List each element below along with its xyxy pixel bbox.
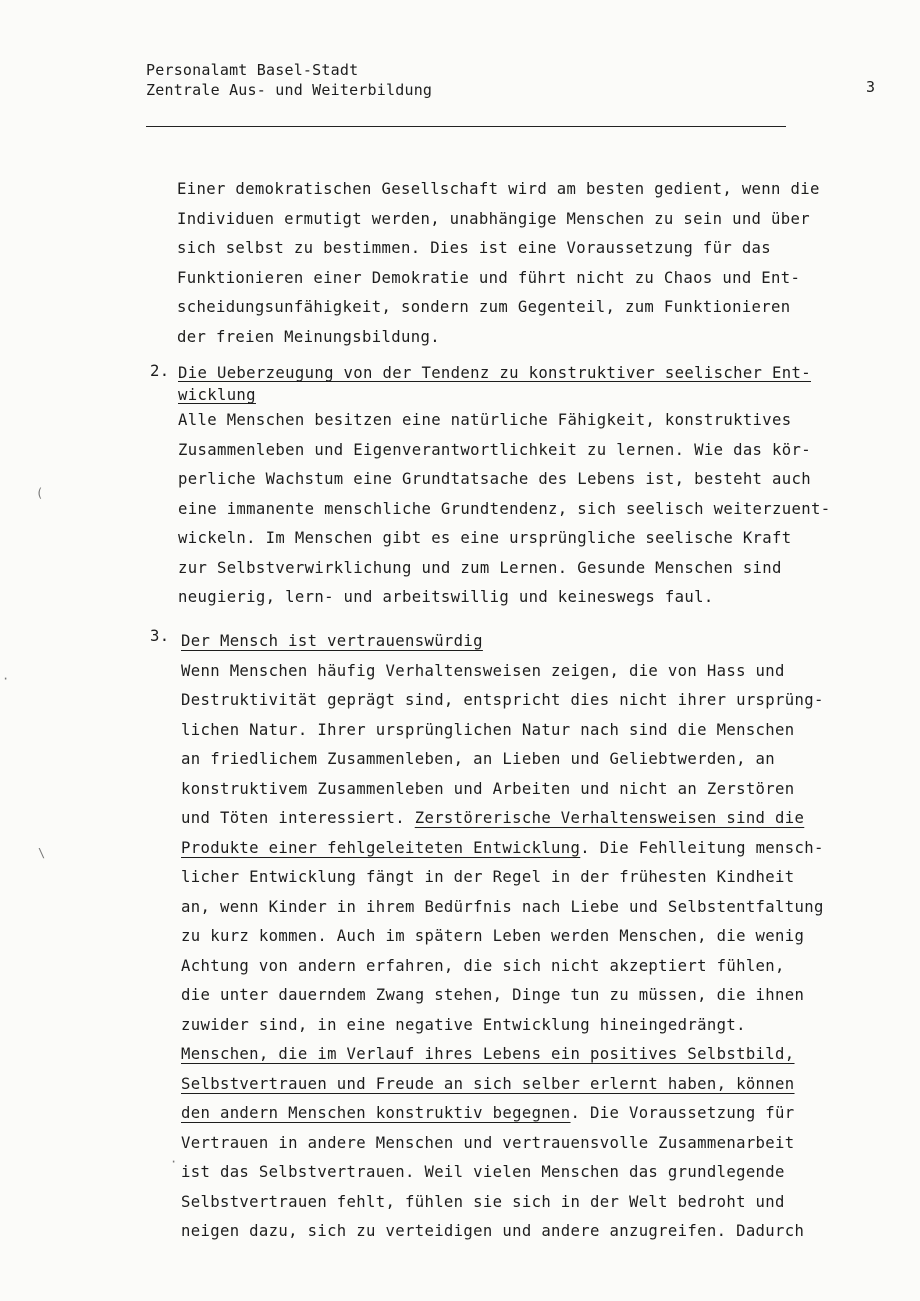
text-line: Selbstvertrauen fehlt, fühlen sie sich in der Welt bedroht und bbox=[181, 1192, 785, 1211]
text-line: wickeln. Im Menschen gibt es eine ursprüngliche seelische Kraft bbox=[178, 529, 792, 547]
list-item-body bbox=[178, 362, 830, 613]
text-line: Achtung von andern erfahren, die sich nicht akzeptiert fühlen, bbox=[181, 956, 785, 975]
text-segment: und Töten interessiert. bbox=[181, 809, 415, 827]
text-line: lichen Natur. Ihrer ursprünglichen Natur nach sind die Menschen bbox=[181, 720, 795, 739]
text-line: ist das Selbstvertrauen. Weil vielen Menschen das grundlegende bbox=[181, 1163, 785, 1181]
list-item-body bbox=[181, 627, 824, 1247]
list-item-heading bbox=[178, 362, 830, 406]
text-line: zuwider sind, in eine negative Entwicklung hineingedrängt. bbox=[181, 1015, 746, 1034]
text-line: die unter dauerndem Zwang stehen, Dinge tun zu müssen, die ihnen bbox=[181, 986, 805, 1004]
intro-paragraph bbox=[177, 175, 820, 352]
text-line bbox=[181, 1099, 824, 1129]
text-line: Funktionieren einer Demokratie und führt nicht zu Chaos und Ent- bbox=[177, 268, 801, 287]
list-number: 3. bbox=[150, 627, 170, 645]
margin-mark: ( bbox=[36, 486, 44, 500]
text-line: Wenn Menschen häufig Verhaltensweisen zeigen, die von Hass und bbox=[181, 661, 785, 680]
header-divider bbox=[146, 126, 786, 127]
underlined-text: Selbstvertrauen und Freude an sich selber erlernt haben, können bbox=[181, 1074, 795, 1093]
header-department: Zentrale Aus- und Weiterbildung bbox=[146, 81, 433, 99]
text-line: Einer demokratischen Gesellschaft wird am besten gedient, wenn die bbox=[177, 180, 820, 198]
underlined-text: Produkte einer fehlgeleiteten Entwicklung bbox=[181, 838, 581, 857]
text-line bbox=[181, 804, 824, 834]
header-organization: Personalamt Basel-Stadt bbox=[146, 61, 359, 79]
text-line bbox=[181, 834, 824, 864]
text-line: sich selbst zu bestimmen. Dies ist eine Voraussetzung für das bbox=[177, 239, 772, 257]
text-line: an friedlichem Zusammenleben, an Lieben und Geliebtwerden, an bbox=[181, 750, 776, 768]
text-line: zur Selbstverwirklichung und zum Lernen. Gesunde Menschen sind bbox=[178, 558, 782, 577]
text-line: neugierig, lern- und arbeitswillig und keineswegs faul. bbox=[178, 588, 714, 606]
margin-mark: \ bbox=[38, 846, 46, 860]
text-line: perliche Wachstum eine Grundtatsache des Lebens ist, besteht auch bbox=[178, 470, 811, 488]
list-item-heading: Der Mensch ist vertrauenswürdig bbox=[181, 632, 483, 650]
text-line: neigen dazu, sich zu verteidigen und andere anzugreifen. Dadurch bbox=[181, 1222, 805, 1240]
letterhead bbox=[146, 60, 432, 100]
page-number: 3 bbox=[866, 78, 876, 96]
margin-mark: · bbox=[170, 1155, 178, 1169]
text-segment: . Die Voraussetzung für bbox=[570, 1104, 795, 1122]
text-line: Zusammenleben und Eigenverantwortlichkeit zu lernen. Wie das kör- bbox=[178, 440, 811, 459]
text-line: Destruktivität geprägt sind, entspricht dies nicht ihrer ursprüng- bbox=[181, 691, 824, 709]
text-line: Individuen ermutigt werden, unabhängige Menschen zu sein und über bbox=[177, 209, 810, 228]
heading-line: Die Ueberzeugung von der Tendenz zu konstruktiver seelischer Ent- bbox=[178, 364, 811, 382]
text-line: eine immanente menschliche Grundtendenz, sich seelisch weiterzuent- bbox=[178, 499, 831, 518]
text-line: licher Entwicklung fängt in der Regel in der frühesten Kindheit bbox=[181, 868, 795, 886]
text-line: Vertrauen in andere Menschen und vertrauensvolle Zusammenarbeit bbox=[181, 1133, 795, 1152]
heading-line: wicklung bbox=[178, 386, 256, 404]
text-line: Alle Menschen besitzen eine natürliche Fähigkeit, konstruktives bbox=[178, 411, 792, 429]
underlined-text: den andern Menschen konstruktiv begegnen bbox=[181, 1104, 571, 1122]
text-line: an, wenn Kinder in ihrem Bedürfnis nach Liebe und Selbstentfaltung bbox=[181, 897, 824, 916]
underlined-text: Menschen, die im Verlauf ihres Lebens ein positives Selbstbild, bbox=[181, 1045, 795, 1063]
margin-mark: · bbox=[2, 672, 10, 686]
text-segment: . Die Fehlleitung mensch- bbox=[580, 838, 824, 857]
text-line: der freien Meinungsbildung. bbox=[177, 327, 440, 346]
text-line: konstruktivem Zusammenleben und Arbeiten und nicht an Zerstören bbox=[181, 779, 795, 798]
text-line: scheidungsunfähigkeit, sondern zum Gegenteil, zum Funktionieren bbox=[177, 298, 791, 316]
list-number: 2. bbox=[150, 362, 170, 380]
underlined-text: Zerstörerische Verhaltensweisen sind die bbox=[414, 809, 805, 827]
text-line: zu kurz kommen. Auch im spätern Leben werden Menschen, die wenig bbox=[181, 927, 805, 945]
